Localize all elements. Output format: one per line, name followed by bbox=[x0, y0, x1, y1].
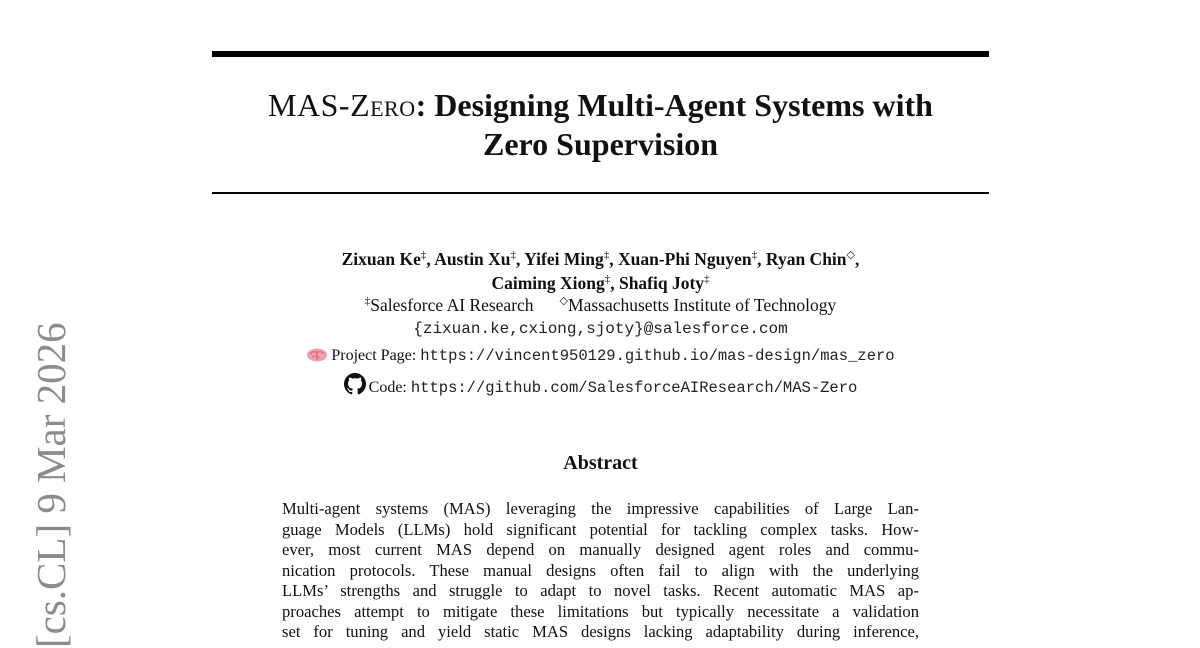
title-line1: : Designing Multi-Agent Systems with bbox=[415, 87, 933, 123]
author-name: Austin Xu bbox=[434, 249, 511, 269]
code-row bbox=[212, 373, 989, 402]
author-list: Zixuan Ke‡, Austin Xu‡, Yifei Ming‡, Xuan-Phi Nguyen‡, Ryan Chin◇, Caiming Xiong‡, Shafiq Joty‡ bbox=[341, 249, 860, 293]
abstract-line: set for tuning and yield static MAS designs lacking adaptability during inference, bbox=[282, 622, 919, 641]
code-label: Code: bbox=[368, 379, 407, 396]
arxiv-stamp: [cs.CL] 9 Mar 2026 bbox=[28, 322, 74, 648]
abstract-line: proaches attempt to mitigate these limitations but typically necessitate a validation bbox=[282, 601, 919, 621]
author-name: Zixuan Ke bbox=[341, 249, 421, 269]
abstract-line: ever, most current MAS depend on manually designed agent roles and commu- bbox=[282, 540, 919, 559]
author-affil-mark: ‡ bbox=[751, 249, 758, 262]
affil-mark: ◇ bbox=[559, 295, 569, 308]
project-page-row bbox=[212, 345, 989, 370]
affiliation-mit: Massachusetts Institute of Technology bbox=[568, 295, 837, 315]
abstract-body bbox=[282, 499, 919, 643]
author-name: Ryan Chin bbox=[765, 249, 847, 269]
author-emails: {zixuan.ke,cxiong,sjoty}@salesforce.com bbox=[413, 320, 788, 338]
project-page-link[interactable]: https://vincent950129.github.io/mas-design/mas_zero bbox=[420, 347, 895, 365]
author-name: Shafiq Joty bbox=[618, 273, 705, 293]
author-affil-mark: ‡ bbox=[603, 249, 610, 262]
author-name: Xuan-Phi Nguyen bbox=[617, 249, 752, 269]
github-icon bbox=[344, 373, 366, 402]
affiliation-salesforce: Salesforce AI Research bbox=[370, 295, 534, 315]
project-page-label: Project Page: bbox=[331, 347, 417, 364]
abstract-line: nication protocols. These manual designs often fail to align with the underlying bbox=[282, 560, 919, 580]
author-name: Yifei Ming bbox=[524, 249, 604, 269]
author-affil-mark: ‡ bbox=[510, 249, 517, 262]
author-affil-mark: ‡ bbox=[420, 249, 427, 262]
title-bottom-rule bbox=[212, 192, 989, 194]
abstract-line: Multi-agent systems (MAS) leveraging the impressive capabilities of Large Lan- bbox=[282, 499, 919, 518]
affiliations bbox=[212, 294, 989, 316]
abstract-line: guage Models (LLMs) hold significant potential for tackling complex tasks. How- bbox=[282, 519, 919, 539]
code-link[interactable]: https://github.com/SalesforceAIResearch/MAS-Zero bbox=[410, 379, 858, 397]
author-name: Caiming Xiong bbox=[491, 273, 605, 293]
author-affil-mark: ◇ bbox=[846, 249, 855, 262]
author-affil-mark: ‡ bbox=[604, 273, 611, 286]
abstract-line: LLMs’ strengths and struggle to adapt to novel tasks. Recent automatic MAS ap- bbox=[282, 581, 919, 600]
affil-mark: ‡ bbox=[364, 295, 371, 308]
title-top-rule bbox=[212, 51, 989, 57]
system-name: MAS-Zero bbox=[268, 87, 416, 123]
author-affil-mark: ‡ bbox=[704, 273, 710, 286]
paper-title bbox=[212, 86, 989, 164]
title-line2: Zero Supervision bbox=[483, 126, 718, 162]
abstract-heading: Abstract bbox=[563, 452, 638, 474]
brain-icon bbox=[306, 347, 328, 370]
